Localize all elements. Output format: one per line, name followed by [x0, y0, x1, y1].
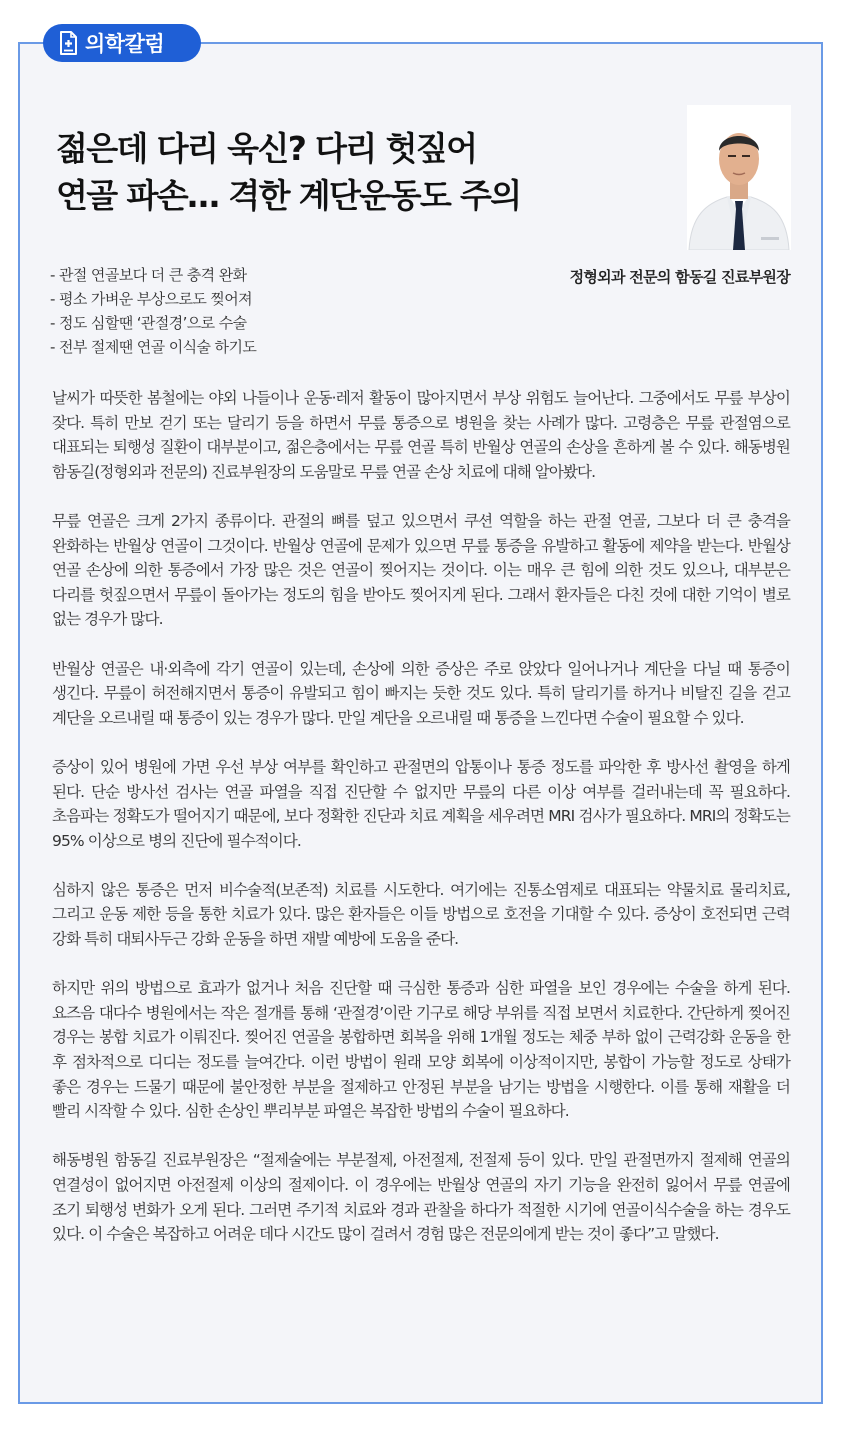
body-paragraph: 반월상 연골은 내·외측에 각기 연골이 있는데, 손상에 의한 증상은 주로 앉았다 일어나거나 계단을 다닐 때 통증이 생긴다. 무릎이 허전해지면서 통증이 유발되고 힘이 빠지는 듯한 것도 있다. 특히 달리기를 하거나 비탈진 길을 걷고 계단을 오르내릴 때 통증이 있는 경우가 많다. 만일 계단을 오르내릴 때 통증을 느낀다면 수술이 필요할 수 있다.	[52, 659, 790, 727]
category-badge-label: 의학칼럼	[85, 32, 165, 56]
body-paragraph: 하지만 위의 방법으로 효과가 없거나 처음 진단할 때 극심한 통증과 심한 파열을 보인 경우에는 수술을 하게 된다. 요즈음 대다수 병원에서는 작은 절개를 통해 ‘관절경’이란 기구로 해당 부위를 직접 보면서 치료한다. 간단하게 찢어진 경우는 봉합 치료가 이뤄진다. 찢어진 연골을 봉합하면 회복을 위해 1개월 정도는 체중 부하 없이 근력강화 운동을 한 후 점차적으로 디디는 정도를 늘여간다. 이런 방법이 원래 모양 회복에 이상적이지만, 봉합이 가능할 정도로 상태가 좋은 경우는 드물기 때문에 불안정한 부분을 절제하고 안정된 부분을 남기는 방법을 시행한다. 이를 통해 재활을 더 빨리 시작할 수 있다. 심한 손상인 뿌리부분 파열은 복잡한 방법의 수술이 필요하다.	[52, 979, 790, 1121]
summary-item: - 평소 가벼운 부상으로도 찢어져	[50, 290, 253, 308]
summary-item: - 전부 절제땐 연골 이식술 하기도	[50, 338, 257, 356]
author-byline: 정형외과 전문의 함동길 진료부원장	[569, 268, 790, 286]
body-paragraph: 해동병원 함동길 진료부원장은 “절제술에는 부분절제, 아전절제, 전절제 등이 있다. 만일 관절면까지 절제해 연골의 연결성이 없어지면 아전절제 이상의 절제이다. 이 경우에는 반월상 연골의 자기 기능을 완전히 잃어서 무릎 연골에 조기 퇴행성 변화가 오게 된다. 그러면 주기적 치료와 경과 관찰을 하다가 적절한 시기에 연골이식수술을 하는 경우도 있다. 이 수술은 복잡하고 어려운 데다 시간도 많이 걸려서 경험 많은 전문의에게 받는 것이 좋다”고 말했다.	[52, 1151, 790, 1244]
summary-list	[50, 263, 256, 359]
title-line-1: 젊은데 다리 욱신? 다리 헛짚어	[56, 129, 477, 168]
article-body	[52, 386, 790, 1271]
summary-item: - 관절 연골보다 더 큰 충격 완화	[50, 266, 247, 284]
article-title	[56, 125, 521, 219]
body-paragraph: 무릎 연골은 크게 2가지 종류이다. 관절의 뼈를 덮고 있으면서 쿠션 역할을 하는 관절 연골, 그보다 더 큰 충격을 완화하는 반월상 연골이 그것이다. 반월상 연골에 문제가 있으면 무릎 통증을 유발하고 활동에 제약을 받는다. 반월상 연골 손상에 의한 통증에서 가장 많은 것은 연골이 찢어지는 것이다. 이는 매우 큰 힘에 의한 것도 있으나, 대부분은 다리를 헛짚으면서 무릎이 돌아가는 정도의 힘을 받아도 찢어지게 된다. 그래서 환자들은 다친 것에 대한 기억이 별로 없는 경우가 많다.	[52, 511, 790, 629]
document-plus-icon	[59, 31, 79, 55]
body-paragraph: 날씨가 따뜻한 봄철에는 야외 나들이나 운동·레저 활동이 많아지면서 부상 위험도 늘어난다. 그중에서도 무릎 부상이 잦다. 특히 만보 걷기 또는 달리기 등을 하면서 무릎 통증으로 병원을 찾는 사례가 많다. 고령층은 무릎 관절염으로 대표되는 퇴행성 질환이 대부분이고, 젊은층에서는 무릎 연골 특히 반월상 연골의 손상을 흔하게 볼 수 있다. 해동병원 함동길(정형외과 전문의) 진료부원장의 도움말로 무릎 연골 손상 치료에 대해 알아봤다.	[52, 389, 790, 481]
body-paragraph: 증상이 있어 병원에 가면 우선 부상 여부를 확인하고 관절면의 압통이나 통증 정도를 파악한 후 방사선 촬영을 하게 된다. 단순 방사선 검사는 연골 파열을 직접 진단할 수 없지만 무릎의 다른 이상 여부를 걸러내는데 꼭 필요하다. 초음파는 정확도가 떨어지기 때문에, 보다 정확한 진단과 치료 계획을 세우려면 MRI 검사가 필요하다. MRI의 정확도는 95% 이상으로 병의 진단에 필수적이다.	[52, 757, 790, 850]
summary-item: - 정도 심할땐 ‘관절경’으로 수술	[50, 314, 247, 332]
body-paragraph: 심하지 않은 통증은 먼저 비수술적(보존적) 치료를 시도한다. 여기에는 진통소염제로 대표되는 약물치료 물리치료, 그리고 운동 제한 등을 통한 치료가 있다. 많은 환자들은 이들 방법으로 호전을 기대할 수 있다. 증상이 호전되면 근력 강화 특히 대퇴사두근 강화 운동을 하면 재발 예방에 도움을 준다.	[52, 880, 790, 949]
category-badge	[43, 24, 201, 62]
author-photo	[687, 105, 791, 250]
title-line-2: 연골 파손… 격한 계단운동도 주의	[56, 176, 521, 215]
